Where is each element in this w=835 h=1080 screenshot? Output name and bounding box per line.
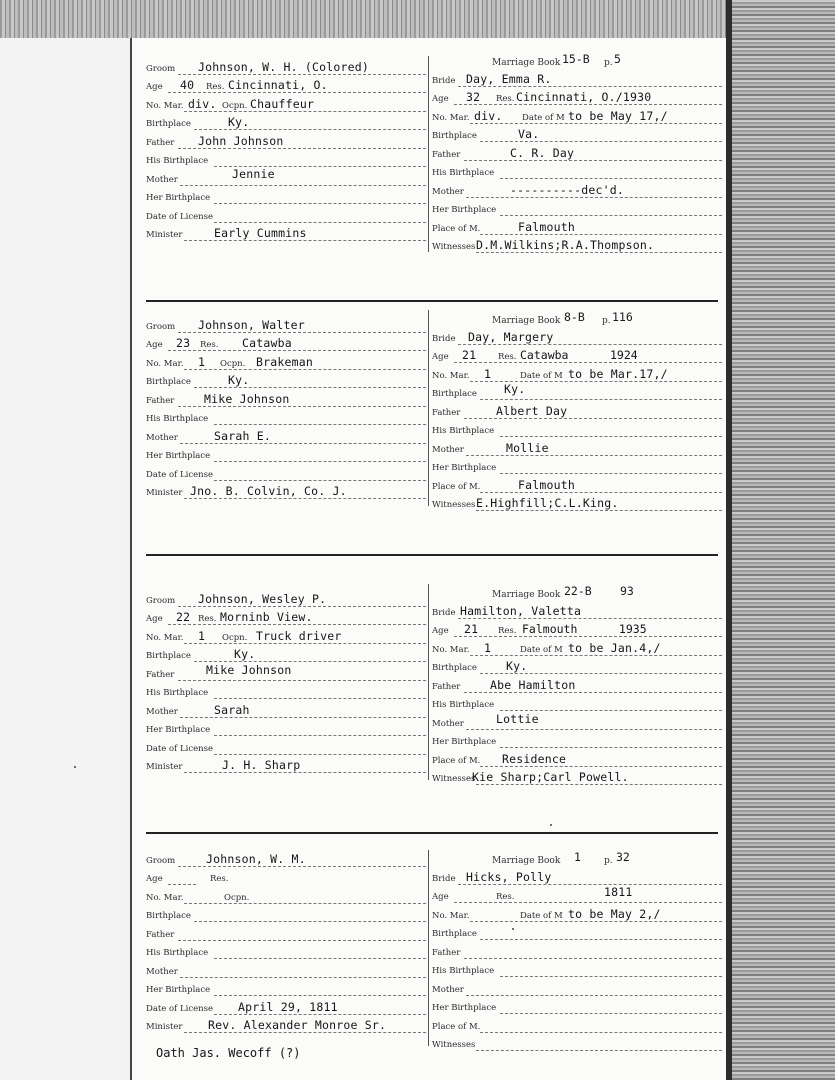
marriage-book-number: 22-B bbox=[564, 584, 592, 598]
bride-section bbox=[432, 52, 722, 255]
groom-birthplace-field bbox=[146, 114, 426, 133]
groom-age-res-field: Age Res. bbox=[146, 874, 229, 884]
groom-name: Johnson, W. M. bbox=[206, 851, 306, 866]
his-birthplace-label: His Birthplace bbox=[146, 156, 209, 166]
groom-birthplace: Ky. bbox=[228, 115, 250, 129]
bride-witnesses-field bbox=[432, 237, 722, 256]
groom-birthplace-field: Birthplace Ky. bbox=[146, 372, 426, 391]
groom-mother: Sarah bbox=[214, 702, 250, 717]
column-divider bbox=[428, 56, 429, 252]
bride-no-mar: div. bbox=[474, 108, 503, 123]
bride-mother-field: Mother bbox=[432, 979, 722, 998]
groom-name: Johnson, Wesley P. bbox=[198, 591, 327, 606]
bride-witnesses: Kie Sharp;Carl Powell. bbox=[472, 770, 629, 784]
groom-license-field: Date of License bbox=[146, 738, 426, 757]
bride-father: C. R. Day bbox=[510, 145, 575, 160]
groom-name-field: Groom Johnson, Wesley P. bbox=[146, 590, 426, 609]
bride-birthplace-field: Birthplace Va. bbox=[432, 126, 722, 145]
page-label: p. bbox=[604, 58, 613, 68]
record-separator bbox=[146, 832, 718, 834]
groom-nomar-ocpn-field: No. Mar. 1 Ocpn. Brakeman bbox=[146, 353, 426, 372]
bride-date-of-m: to be Jan.4,/ bbox=[568, 640, 661, 655]
groom-minister-field: Minister J. H. Sharp bbox=[146, 757, 426, 776]
oath-note: Oath Jas. Wecoff (?) bbox=[156, 1046, 301, 1060]
scan-edge-strip bbox=[726, 0, 732, 1080]
groom-nomar-ocpn-field: No. Mar. 1 Ocpn. Truck driver bbox=[146, 627, 426, 646]
column-divider bbox=[428, 584, 429, 780]
bride-her-birthplace-field: Her Birthplace bbox=[432, 200, 722, 219]
bride-name-field: Bride Hamilton, Valetta bbox=[432, 602, 722, 621]
bride-section bbox=[432, 844, 722, 1053]
groom-section bbox=[146, 584, 426, 775]
bride-nomar-date-field: No. Mar. div. Date of M to be May 17,/ bbox=[432, 107, 722, 126]
bride-father: Albert Day bbox=[496, 403, 568, 418]
groom-license-field bbox=[146, 206, 426, 225]
res-label: Res. bbox=[206, 82, 225, 92]
bride-label: Bride bbox=[432, 75, 456, 86]
bride-father-field: Father Albert Day bbox=[432, 402, 722, 421]
marriage-book-line: Marriage Book 8-B p. 116 bbox=[492, 310, 633, 326]
bride-his-birthplace-field: His Birthplace bbox=[432, 163, 722, 182]
groom-age: 23 bbox=[176, 336, 191, 350]
bride-place-of-m: Falmouth bbox=[518, 477, 575, 492]
groom-res: Morninb View. bbox=[220, 610, 313, 624]
bride-res: 1811 bbox=[604, 885, 633, 899]
groom-section bbox=[146, 52, 426, 243]
scan-border-left bbox=[0, 38, 132, 1080]
groom-mother: Sarah E. bbox=[214, 428, 271, 443]
bride-mother: Mollie bbox=[506, 440, 549, 455]
groom-mother-field: Mother Sarah E. bbox=[146, 427, 426, 446]
bride-mother: ----------dec'd. bbox=[510, 182, 624, 197]
bride-father: Abe Hamilton bbox=[490, 677, 576, 692]
bride-nomar-date-field: No. Mar. 1 Date of M to be Mar.17,/ bbox=[432, 365, 722, 384]
bride-mother-field: Mother ----------dec'd. bbox=[432, 181, 722, 200]
groom-section bbox=[146, 844, 426, 1035]
column-divider bbox=[428, 850, 429, 1046]
bride-birthplace: Ky. bbox=[504, 382, 526, 396]
groom-age-res-field bbox=[146, 77, 426, 96]
marriage-book-line bbox=[432, 52, 722, 70]
groom-mother-field: Mother Sarah bbox=[146, 701, 426, 720]
groom-date-of-license: April 29, 1811 bbox=[238, 999, 338, 1014]
bride-birthplace: Va. bbox=[518, 127, 540, 141]
bride-date-of-m: to be May 17,/ bbox=[568, 108, 668, 123]
groom-mother: Jennie bbox=[232, 166, 275, 181]
groom-nomar-ocpn-field bbox=[146, 95, 426, 114]
bride-age-res-field: Age 21 Res. Catawba 1924 bbox=[432, 347, 722, 366]
bride-birthplace-field: Birthplace Ky. bbox=[432, 384, 722, 403]
bride-her-birthplace-field: Her Birthplace bbox=[432, 458, 722, 477]
marriage-book-page: 32 bbox=[616, 850, 630, 864]
groom-minister: Jno. B. Colvin, Co. J. bbox=[190, 484, 347, 498]
bride-birthplace-field: Birthplace bbox=[432, 924, 722, 943]
groom-minister: J. H. Sharp bbox=[222, 758, 301, 772]
scan-speck bbox=[512, 928, 514, 930]
marriage-book-page: 5 bbox=[614, 52, 621, 66]
marriage-book-label: Marriage Book bbox=[492, 58, 561, 68]
groom-name-field bbox=[146, 58, 426, 77]
marriage-book-line: Marriage Book 22-B 93 bbox=[492, 584, 634, 600]
groom-mother-field bbox=[146, 166, 426, 188]
marriage-record-page bbox=[132, 38, 726, 1080]
bride-age-res-field: Age 32 Res. Cincinnati, O./1930 bbox=[432, 89, 722, 108]
groom-father-field: Father Mike Johnson bbox=[146, 390, 426, 409]
groom-birthplace-field: Birthplace Ky. bbox=[146, 646, 426, 665]
bride-father-field: Father bbox=[432, 942, 722, 961]
groom-his-birthplace-field: His Birthplace bbox=[146, 683, 426, 702]
groom-ocpn: Truck driver bbox=[256, 628, 342, 643]
groom-birthplace: Ky. bbox=[234, 647, 256, 661]
bride-section bbox=[432, 584, 722, 787]
bride-his-birthplace-field: His Birthplace bbox=[432, 695, 722, 714]
groom-no-mar: 1 bbox=[198, 628, 206, 643]
bride-witnesses-field: Witnesses bbox=[432, 1035, 722, 1054]
bride-mother: Lottie bbox=[496, 711, 539, 726]
groom-father: Mike Johnson bbox=[206, 662, 292, 677]
bride-birthplace-field: Birthplace Ky. bbox=[432, 658, 722, 677]
groom-age-res-field: Age 22 Res. Morninb View. bbox=[146, 609, 426, 628]
groom-her-birthplace-field bbox=[146, 188, 426, 207]
father-label: Father bbox=[146, 137, 175, 148]
bride-place-of-m: Falmouth bbox=[518, 219, 575, 234]
bride-her-birthplace-field: Her Birthplace bbox=[432, 998, 722, 1017]
groom-his-birthplace-field: His Birthplace bbox=[146, 943, 426, 962]
groom-birthplace-field: Birthplace bbox=[146, 906, 426, 925]
groom-father-field: Father bbox=[146, 924, 426, 943]
groom-section bbox=[146, 310, 426, 501]
witnesses-label: Witnesses bbox=[432, 242, 476, 252]
groom-name-field: Groom Johnson, Walter bbox=[146, 316, 426, 335]
marriage-book-line: Marriage Book 1 p. 32 bbox=[492, 850, 630, 866]
groom-minister-field: Minister Rev. Alexander Monroe Sr. bbox=[146, 1017, 426, 1036]
bride-res: Cincinnati, O./1930 bbox=[516, 90, 652, 104]
bride-his-birthplace-field: His Birthplace bbox=[432, 961, 722, 980]
groom-ocpn: Chauffeur bbox=[250, 96, 315, 111]
bride-birthplace: Ky. bbox=[506, 659, 528, 673]
bride-name: Day, Emma R. bbox=[466, 71, 552, 86]
groom-label: Groom bbox=[146, 63, 176, 74]
bride-date-of-m: to be Mar.17,/ bbox=[568, 366, 668, 381]
groom-his-birthplace-field bbox=[146, 151, 426, 170]
birthplace-label: Birthplace bbox=[146, 119, 191, 129]
groom-res: Cincinnati, O. bbox=[228, 78, 328, 92]
groom-her-birthplace-field: Her Birthplace bbox=[146, 720, 426, 739]
groom-age: 40 bbox=[180, 78, 195, 92]
bride-place-of-m-field bbox=[432, 218, 722, 237]
groom-minister: Early Cummins bbox=[214, 226, 307, 240]
groom-his-birthplace-field: His Birthplace bbox=[146, 409, 426, 428]
groom-name: Johnson, Walter bbox=[198, 317, 305, 332]
date-of-m-label: Date of M bbox=[522, 112, 565, 123]
groom-father: John Johnson bbox=[198, 133, 284, 148]
bride-name-field: Bride Day, Margery bbox=[432, 328, 722, 347]
marriage-book-number: 1 bbox=[574, 850, 581, 864]
groom-father-field bbox=[146, 132, 426, 151]
bride-nomar-date-field: No. Mar. Date of M to be May 2,/ bbox=[432, 905, 722, 924]
groom-nomar-ocpn-field: No. Mar. Ocpn. bbox=[146, 887, 426, 906]
bride-father-field: Father C. R. Day bbox=[432, 144, 722, 163]
groom-birthplace: Ky. bbox=[228, 373, 250, 387]
scan-border-top bbox=[0, 0, 835, 38]
marriage-book-page: 93 bbox=[620, 584, 634, 598]
groom-minister-field bbox=[146, 225, 426, 244]
marriage-book-number: 15-B bbox=[562, 52, 590, 66]
scan-speck bbox=[74, 766, 76, 768]
groom-minister: Rev. Alexander Monroe Sr. bbox=[208, 1018, 387, 1032]
bride-mother-field: Mother Lottie bbox=[432, 713, 722, 732]
groom-her-birthplace-field: Her Birthplace bbox=[146, 446, 426, 465]
minister-label: Minister bbox=[146, 230, 183, 240]
column-divider bbox=[428, 310, 429, 506]
bride-section bbox=[432, 310, 722, 513]
groom-her-birthplace-field: Her Birthplace bbox=[146, 980, 426, 999]
groom-mother-field: Mother bbox=[146, 961, 426, 980]
bride-name-field: Bride Hicks, Polly bbox=[432, 868, 722, 887]
bride-witnesses-field: Witnesses E.Highfill;C.L.King. bbox=[432, 495, 722, 514]
groom-age-res-field: Age 23 Res. Catawba bbox=[146, 335, 426, 354]
scan-speck bbox=[550, 824, 552, 826]
bride-res: Catawba 1924 bbox=[520, 348, 638, 362]
scan-border-right bbox=[726, 0, 835, 1080]
mother-label: Mother bbox=[146, 174, 178, 185]
bride-name: Hicks, Polly bbox=[466, 869, 552, 884]
bride-place-of-m-field: Place of M. Residence bbox=[432, 750, 722, 769]
groom-name-field: Groom Johnson, W. M. bbox=[146, 850, 426, 869]
date-of-license-label: Date of License bbox=[146, 211, 214, 222]
place-of-m-label: Place of M. bbox=[432, 223, 481, 234]
bride-place-of-m: Residence bbox=[502, 751, 567, 766]
bride-no-mar: 1 bbox=[484, 366, 492, 381]
bride-witnesses-field: Witnesses Kie Sharp;Carl Powell. bbox=[432, 769, 722, 788]
ocpn-label: Ocpn. bbox=[222, 100, 248, 111]
her-birthplace-label: Her Birthplace bbox=[146, 193, 211, 203]
bride-date-of-m: to be May 2,/ bbox=[568, 906, 661, 921]
groom-license-field: Date of License April 29, 1811 bbox=[146, 998, 426, 1017]
marriage-book-page: 116 bbox=[612, 310, 633, 324]
no-mar-label: No. Mar. bbox=[146, 100, 184, 111]
bride-res: Falmouth 1935 bbox=[522, 622, 647, 636]
bride-no-mar: 1 bbox=[484, 640, 492, 655]
bride-name: Day, Margery bbox=[468, 329, 554, 344]
groom-ocpn: Brakeman bbox=[256, 354, 313, 369]
bride-place-of-m-field: Place of M. bbox=[432, 1016, 722, 1035]
groom-minister-field: Minister Jno. B. Colvin, Co. J. bbox=[146, 483, 426, 502]
bride-name: Hamilton, Valetta bbox=[460, 603, 582, 618]
marriage-book-number: 8-B bbox=[564, 310, 585, 324]
bride-age: 32 bbox=[466, 90, 481, 104]
groom-res: Catawba bbox=[242, 336, 292, 350]
groom-no-mar: div. bbox=[188, 96, 217, 111]
bride-age-res-field: Age 21 Res. Falmouth 1935 bbox=[432, 621, 722, 640]
bride-father-field: Father Abe Hamilton bbox=[432, 676, 722, 695]
groom-name: Johnson, W. H. (Colored) bbox=[198, 59, 369, 74]
bride-nomar-date-field: No. Mar. 1 Date of M to be Jan.4,/ bbox=[432, 639, 722, 658]
record-separator bbox=[146, 554, 718, 556]
bride-name-field bbox=[432, 70, 722, 89]
age-label: Age bbox=[146, 82, 163, 92]
bride-mother-field: Mother Mollie bbox=[432, 439, 722, 458]
bride-his-birthplace-field: His Birthplace bbox=[432, 421, 722, 440]
bride-witnesses: E.Highfill;C.L.King. bbox=[476, 496, 619, 510]
record-separator bbox=[146, 300, 718, 302]
groom-no-mar: 1 bbox=[198, 354, 206, 369]
bride-age: 21 bbox=[462, 348, 477, 362]
bride-age-res-field: Age Res. 1811 bbox=[432, 887, 722, 906]
bride-place-of-m-field: Place of M. Falmouth bbox=[432, 476, 722, 495]
groom-father-field: Father Mike Johnson bbox=[146, 664, 426, 683]
groom-father: Mike Johnson bbox=[204, 391, 290, 406]
groom-license-field: Date of License bbox=[146, 464, 426, 483]
groom-age: 22 bbox=[176, 610, 191, 624]
bride-her-birthplace-field: Her Birthplace bbox=[432, 732, 722, 751]
bride-witnesses: D.M.Wilkins;R.A.Thompson. bbox=[476, 238, 655, 252]
bride-age: 21 bbox=[464, 622, 479, 636]
